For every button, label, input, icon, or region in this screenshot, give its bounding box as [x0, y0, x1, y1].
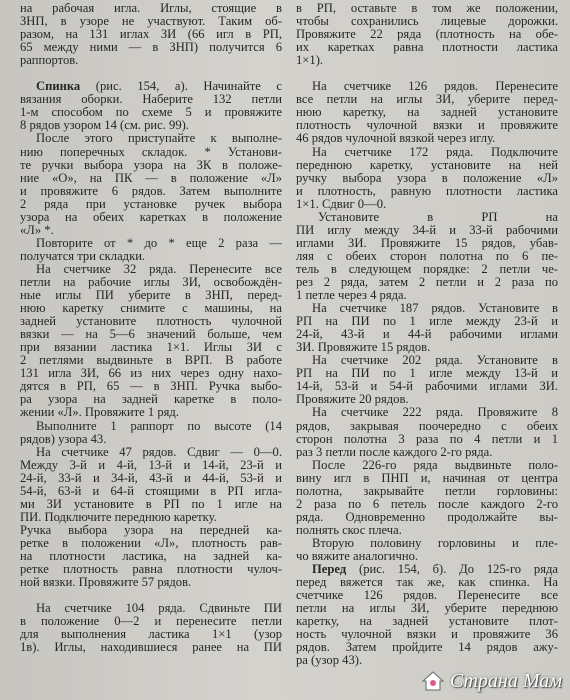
text-line: узора на обеих каретках в положение	[20, 210, 282, 224]
text-line: и провяжите 6 рядов. Затем выполните	[20, 184, 282, 198]
text-line	[20, 67, 282, 80]
text-line: 2 петлями выдвиньте в ВРП. В работе	[20, 354, 282, 368]
text-line: задней установите плотность чулочной	[20, 315, 282, 329]
text-line: РП на ПИ по 1 игле между 23-й и	[296, 315, 558, 329]
right-text-column	[296, 2, 558, 667]
text-line: Установите в РП на	[318, 210, 558, 224]
text-line: 8 рядов узором 14 (см. рис. 99).	[20, 119, 189, 133]
text-line: на рабочая игла. Иглы, стоящие в	[20, 2, 282, 15]
text-line: тель в следующем порядке: 2 петли че-	[296, 262, 558, 276]
text-line: После 226-го ряда выдвиньте поло-	[312, 458, 558, 472]
text-line: ручку выбора узора в положение «Л»	[296, 171, 558, 185]
text-line: 1×1).	[296, 54, 324, 68]
text-line: иглами ЗИ. Провяжите 15 рядов, убав-	[296, 236, 558, 250]
text-line: в положение 0—2 и перенесите петли	[20, 615, 282, 629]
text-line: 1в). Иглы, находившиеся ранее на ПИ	[20, 641, 282, 655]
text-line: раз 3 петли после каждого 2-го ряда.	[296, 445, 493, 459]
text-line: ПИ. Подключите переднюю каретку.	[20, 510, 217, 524]
text-line: 46 рядов чулочной вязкой через иглу.	[296, 132, 496, 146]
text-line: нюю каретку, на задней установите	[296, 106, 558, 120]
text-line: их каретках равна плотности ластика	[296, 41, 558, 55]
text-line: ность чулочной вязки и провяжите 36	[296, 628, 558, 642]
text-line: плотность чулочной вязки и провяжите	[296, 119, 558, 133]
text-line: ляя с обеих сторон полотна по 6 пе-	[296, 249, 558, 263]
section-heading: Спинка	[36, 80, 81, 94]
text-line: ретке плотность равна плотности чулоч-	[20, 563, 282, 577]
text-line: и плотность, равную плотности ластика	[296, 184, 558, 198]
text-line: 1×1. Сдвиг 0—0.	[296, 197, 387, 211]
text-line: 1 петле через 4 ряда.	[296, 289, 407, 303]
text-line: счетчике 126 рядов. Перенесите все	[296, 589, 558, 603]
text-line: рядов, закрывая поочередно с обеих	[296, 419, 558, 433]
text-line: На счетчике 47 рядов. Сдвиг — 0—0.	[36, 445, 282, 459]
text-line: Вторую половину горловины и пле-	[312, 536, 558, 550]
text-line: нюю каретку снимите с машины, на	[20, 302, 282, 316]
text-line: 24-й, 33-й и 34-й, 43-й и 44-й, 53-й и	[20, 471, 282, 485]
text-line: 131 игла ЗИ, 66 из них через одну нахо-	[20, 367, 282, 381]
text-line: На счетчике 126 рядов. Перенесите	[312, 80, 558, 94]
text-line: После этого приступайте к выполне-	[36, 132, 282, 146]
text-line: рядов) узора 43.	[20, 432, 107, 446]
text-line: чтобы сохранились лицевые дорожки.	[296, 15, 558, 29]
text-line: На счетчике 187 рядов. Установите в	[312, 302, 558, 316]
text-line: Спинка (рис. 154, а). Начинайте с	[36, 80, 282, 94]
text-line: полотна, закрывайте петли горловины:	[296, 484, 558, 498]
house-logo-icon	[420, 668, 446, 694]
text-line: на плотности ластика, на задней ка-	[20, 549, 282, 563]
text-line: вязки — на 5—6 значений больше, чем	[20, 328, 282, 342]
left-text-column	[20, 2, 282, 654]
text-line: На счетчике 104 ряда. Сдвиньте ПИ	[36, 602, 282, 616]
text-line: рез 2 ряда, затем 2 петли и 2 раза по	[296, 275, 558, 289]
text-line: дятся в РП, 65 — в ЗНП. Ручка выбо-	[20, 380, 282, 394]
text-line: 24-й, 43-й и 44-й рабочими иглами	[296, 328, 558, 342]
text-line: для выполнения ластика 1×1 (узор	[20, 628, 282, 642]
text-line: в РП, оставьте в том же положении,	[296, 2, 558, 15]
text-line: переднюю каретку, установите на ней	[296, 158, 558, 172]
text-line: ми ЗИ установите в РП по 1 игле на	[20, 497, 282, 511]
text-line: На счетчике 172 ряда. Подключите	[312, 145, 558, 159]
text-line: жении «Л». Провяжите 1 ряд.	[20, 406, 179, 420]
text-line: ЗНП, в узоре не участвуют. Таким об-	[20, 15, 282, 29]
text-line: 1-м способом по схеме 5 и провяжите	[20, 106, 282, 120]
text-line: ние «О», на ПК — в положение «Л»	[20, 171, 282, 185]
text-line: те ручки выбора узора на ЗК в положе-	[20, 158, 282, 172]
watermark-text: Страна Мам	[449, 669, 562, 692]
text-line: нию поперечных складок. * Установи-	[20, 145, 282, 159]
watermark	[420, 668, 562, 694]
text-line: 2 ряда при установке ручек выбора	[20, 197, 282, 211]
text-line	[20, 589, 282, 602]
text-line: 14-й, 53-й и 54-й рабочими иглами ЗИ.	[296, 380, 558, 394]
text-line: перед вяжется так же, как спинка. На	[296, 576, 558, 590]
text-line: получатся три складки.	[20, 249, 146, 263]
text-line: каретку, на задней установите плот-	[296, 615, 558, 629]
text-line: 2 раза по 6 петель после каждого 2-го	[296, 497, 558, 511]
text-line: разом, на 131 иглах ЗИ (66 игл в РП,	[20, 28, 282, 42]
text-line: ра (узор 43).	[296, 654, 363, 668]
text-line: «Л» *.	[20, 223, 54, 237]
text-line: чо вяжите аналогично.	[296, 549, 419, 563]
text-line: На счетчике 222 ряда. Провяжите 8	[312, 406, 558, 420]
text-line: Перед (рис. 154, б). До 125-го ряда	[312, 563, 558, 577]
text-line: ной вязки. Провяжите 57 рядов.	[20, 576, 192, 590]
section-heading: Перед	[312, 563, 347, 577]
text-line: Повторите от * до * еще 2 раза —	[36, 236, 282, 250]
text-line: На счетчике 202 ряда. Установите в	[312, 354, 558, 368]
text-line: Ручка выбора узора на передней ка-	[20, 523, 282, 537]
text-line: На счетчике 32 ряда. Перенесите все	[36, 262, 282, 276]
text-line: рядов. Затем пройдите 14 рядов ажу-	[296, 641, 558, 655]
text-line: РП на ПИ по 1 игле между 13-й и	[296, 367, 558, 381]
text-line	[296, 67, 558, 80]
text-line: раппортов.	[20, 54, 79, 68]
text-line: Выполните 1 раппорт по высоте (14	[36, 419, 282, 433]
text-line: петли на рабочие иглы ЗИ, освобождён-	[20, 275, 282, 289]
text-line: полнять скос плеча.	[296, 523, 402, 537]
text-line: ные иглы ПИ уберите в ЗНП, перед-	[20, 289, 282, 303]
text-line: 54-й, 63-й и 64-й стоящими в РП игла-	[20, 484, 282, 498]
text-line: Провяжите 20 рядов.	[296, 393, 409, 407]
text-line: все петли на иглы ЗИ, уберите перед-	[296, 93, 558, 107]
text-line: ретке в положении «Л», плотность рав-	[20, 536, 282, 550]
text-line: при вязании ластика 1×1. Иглы ЗИ с	[20, 341, 282, 355]
text-line: вязания оборки. Наберите 132 петли	[20, 93, 282, 107]
text-line: ПИ иглу между 34-й и 33-й рабочими	[296, 223, 558, 237]
text-line: ра узора на задней каретке в поло-	[20, 393, 282, 407]
text-line: Провяжите 22 ряда (плотность на обе-	[296, 28, 558, 42]
text-line: 65 между ними — в ЗНП) получится 6	[20, 41, 282, 55]
text-line: петли на иглы ЗИ, уберите переднюю	[296, 602, 558, 616]
text-line: ЗИ. Провяжите 15 рядов.	[296, 341, 431, 355]
text-line: Между 3-й и 4-й, 13-й и 14-й, 23-й и	[20, 458, 282, 472]
text-line: вину игл в ПНП и, начиная от центра	[296, 471, 558, 485]
text-line: сторон полотна 3 раза по 4 петли и 1	[296, 432, 558, 446]
text-line: ряда. Одновременно продолжайте вы-	[296, 510, 558, 524]
